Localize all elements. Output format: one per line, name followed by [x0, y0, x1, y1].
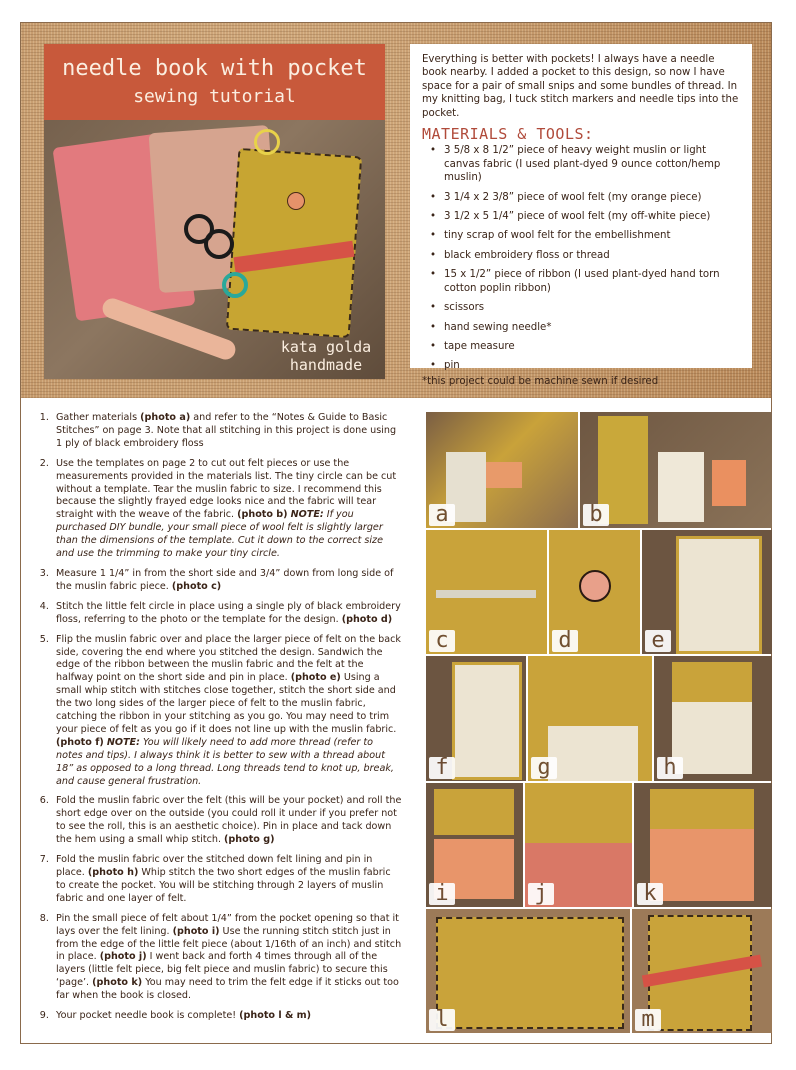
felt-piece-large	[658, 452, 704, 522]
flower-stitch	[579, 570, 611, 602]
step-text: You may need to trim the felt edge if it sticks out too far when the book is closed.	[56, 977, 399, 1002]
photo-k	[634, 783, 772, 907]
materials-item: • pin	[444, 359, 740, 372]
pocket-fold	[672, 662, 752, 702]
photo-f	[426, 656, 526, 781]
photo-ref: (photo a)	[140, 412, 191, 423]
materials-item: • hand sewing needle*	[444, 321, 740, 334]
step-text: Your pocket needle book is complete!	[56, 1010, 240, 1022]
felt-lining	[548, 726, 638, 781]
hero-photo	[44, 44, 385, 379]
photo-ref: (photo i)	[172, 925, 220, 937]
step-text: I went back and forth 4 times through all of the layers (little felt piece, big felt piece and muslin fabric) to secure this ‘page’.	[56, 951, 388, 989]
step-note: You will likely need to add more thread (refer to notes and tips). I always think it is better to sew with a thread about 18” as opposed to a long thread. Long threads tend to knot up, break, and cause general frustration.	[56, 736, 394, 787]
pocket-fold	[650, 789, 754, 829]
photo-label: g	[531, 757, 557, 779]
materials-heading: MATERIALS & TOOLS:	[422, 125, 594, 144]
step-4	[52, 601, 402, 627]
orange-felt-page	[650, 829, 754, 901]
photo-ref: (photo h)	[87, 867, 139, 878]
photo-b	[580, 412, 772, 528]
photo-label: c	[429, 630, 455, 652]
step-text: Fold the muslin fabric over the stitched down felt lining and pin in place.	[56, 854, 373, 878]
photo-label: i	[429, 883, 455, 905]
materials-item: • 3 1/4 x 2 3/8” piece of wool felt (my orange piece)	[444, 191, 740, 204]
felt-lining	[452, 662, 522, 780]
photo-label: e	[645, 630, 671, 652]
materials-item: • 15 x 1/2” piece of ribbon (I used plant-dyed hand torn cotton poplin ribbon)	[444, 268, 740, 295]
teal-thread-icon	[222, 272, 248, 298]
photo-label: m	[635, 1009, 661, 1031]
photo-label: k	[637, 883, 663, 905]
scissors-icon-handle	[204, 229, 234, 259]
photo-h	[654, 656, 772, 781]
photo-l	[426, 909, 630, 1033]
photo-d	[549, 530, 640, 654]
materials-item: • 3 1/2 x 5 1/4” piece of wool felt (my off-white piece)	[444, 210, 740, 223]
hero-title: needle book with pocket	[62, 56, 367, 81]
photo-ref: (photo b)	[237, 509, 288, 521]
materials-item: • scissors	[444, 301, 740, 314]
photo-j	[525, 783, 632, 907]
step-5	[52, 634, 402, 789]
photo-label: a	[429, 504, 455, 526]
photo-ref: (photo l & m)	[239, 1010, 312, 1022]
photo-label: l	[429, 1009, 455, 1031]
photo-ref: (photo k)	[92, 977, 143, 989]
hero-credit-brand: handmade	[289, 356, 363, 374]
step-3	[52, 568, 402, 594]
photo-ref: (photo c)	[171, 580, 222, 592]
materials-item: • 3 5/8 x 8 1/2” piece of heavy weight muslin or light canvas fabric (I used plant-dyed 9 ounce cotton/hemp muslin)	[444, 144, 740, 184]
photo-label: h	[657, 757, 683, 779]
photo-ref: (photo f)	[56, 736, 104, 748]
felt-swatch	[486, 462, 522, 488]
photo-a	[426, 412, 578, 528]
materials-item: • black embroidery floss or thread	[444, 249, 740, 262]
step-text: Gather materials	[56, 412, 141, 423]
intro-box	[410, 44, 752, 387]
photo-ref: (photo d)	[341, 613, 393, 625]
note-label: NOTE:	[106, 736, 140, 748]
step-text: Stitch the little felt circle in place using a single ply of black embroidery floss, referring to the photo or the template for the design.	[56, 600, 401, 625]
materials-item: • tiny scrap of wool felt for the embellishment	[444, 229, 740, 242]
materials-list	[422, 144, 740, 372]
felt-lining	[672, 702, 752, 774]
step-text: Flip the muslin fabric over and place the larger piece of felt on the back side, covering the end where you stitched the design. Sandwich the edge of the ribbon between the muslin fabric and the felt at the halfway point on the short side and pin in place.	[56, 633, 401, 684]
step-text: Measure 1 1/4” in from the short side and 3/4” down from long side of the muslin fabric piece.	[56, 567, 394, 592]
step-8	[52, 913, 402, 1003]
photo-c	[426, 530, 547, 654]
photo-ref: (photo g)	[224, 834, 275, 846]
photo-ref: (photo e)	[290, 672, 341, 684]
tape-measure	[436, 590, 536, 598]
photo-m	[632, 909, 772, 1033]
yellow-thread-icon	[254, 129, 280, 155]
step-text: Use the templates on page 2 to cut out felt pieces or use the measurements provided in the materials list. The tiny circle can be cut without a template. Tear the muslin fabric to size. I recommend this because the slightly frayed edge looks nice and the fabric will tear straight with the weave of the fabric.	[56, 457, 397, 521]
step-text: Use the running stitch stitch just in from the edge of the little felt piece (about 1/16th of an inch) and stitch in place.	[56, 925, 402, 963]
note-label: NOTE:	[290, 509, 324, 521]
intro-paragraph: Everything is better with pockets! I always have a needle book nearby. I added a pocket to this design, so now I have space for a pair of small snips and some bundles of thread. In my knitting bag, I tuck stitch markers and needle tips into the pocket.	[422, 54, 739, 119]
photo-label: b	[583, 504, 609, 526]
hero-subtitle: sewing tutorial	[133, 86, 296, 107]
instructions	[30, 412, 402, 1030]
step-text: Pin the small piece of felt about 1/4” from the pocket opening so that it lays over the felt lining.	[56, 912, 399, 937]
felt-piece-small	[712, 460, 746, 506]
materials-item: • tape measure	[444, 340, 740, 353]
photo-label: f	[429, 757, 455, 779]
felt-lining	[676, 536, 762, 654]
photo-e	[642, 530, 772, 654]
pocket-fold	[434, 789, 514, 835]
step-text: Whip stitch the two short edges of the muslin fabric to create the pocket. You will be stitching through 2 layers of muslin fabric and one layer of felt.	[56, 867, 391, 904]
step-9	[52, 1010, 402, 1023]
hero-credit-name: kata golda	[280, 338, 372, 356]
materials-footnote: *this project could be machine sewn if desired	[422, 375, 659, 387]
step-text: Fold the muslin fabric over the felt (this will be your pocket) and roll the short edge over on the outside (you could roll it under if you prefer not to see the roll, this is an aesthetic choice). Pin in place and tack down the hem using a small whip stitch.	[56, 795, 402, 846]
step-1	[52, 412, 402, 451]
step-7	[52, 854, 402, 906]
step-text: Using a small whip stitch with stitches close together, stitch the short side and the two long sides of the larger piece of felt to the muslin fabric, catching the ribbon in your stitching as you go. You may need to trim your piece of felt as you go if it does not line up with the muslin fabric.	[56, 672, 397, 735]
step-note: If you purchased DIY bundle, your small piece of wool felt is slightly larger than the dimensions of the template. Cut it down to the correct size and use the trimming to make your tiny circle.	[56, 509, 383, 560]
step-2	[52, 458, 402, 561]
photo-i	[426, 783, 523, 907]
photo-label: d	[552, 630, 578, 652]
step-6	[52, 795, 402, 847]
steps-list	[30, 412, 402, 1023]
photo-ref: (photo j)	[99, 951, 147, 963]
finished-book-open	[436, 917, 624, 1029]
flower-embellishment	[287, 192, 305, 210]
step-text: and refer to the “Notes & Guide to Basic Stitches” on page 3. Note that all stitching in this project is done using 1 ply of black embroidery floss	[56, 412, 397, 449]
photo-label: j	[528, 883, 554, 905]
photo-g	[528, 656, 652, 781]
